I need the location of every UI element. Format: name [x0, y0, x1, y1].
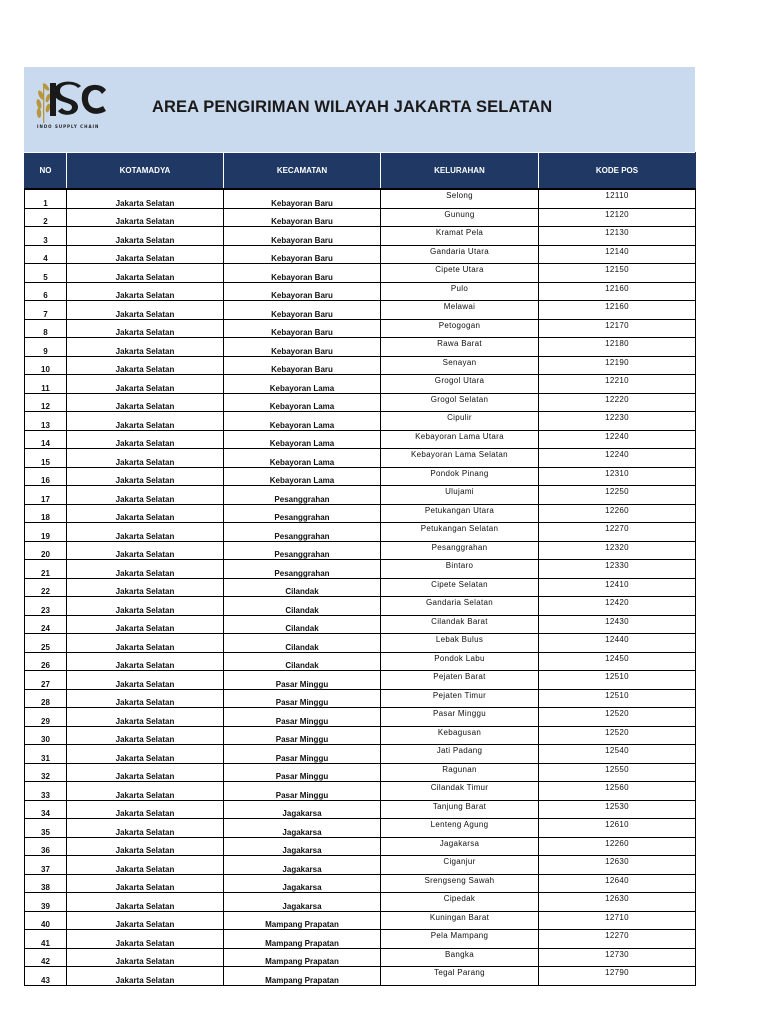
- kode-pos-cell: 12180: [539, 338, 696, 357]
- table-row: [25, 782, 696, 801]
- row-number: 16: [25, 467, 67, 486]
- page-title: AREA PENGIRIMAN WILAYAH JAKARTA SELATAN: [152, 98, 553, 116]
- kecamatan-cell: Kebayoran Lama: [224, 393, 381, 412]
- kecamatan-cell: Kebayoran Baru: [224, 301, 381, 320]
- kotamadya-cell: Jakarta Selatan: [67, 782, 224, 801]
- kotamadya-cell: Jakarta Selatan: [67, 504, 224, 523]
- kecamatan-cell: Pasar Minggu: [224, 671, 381, 690]
- kode-pos-cell: 12240: [539, 449, 696, 468]
- kelurahan-cell: Tanjung Barat: [381, 800, 539, 819]
- row-number: 42: [25, 948, 67, 967]
- kecamatan-cell: Pasar Minggu: [224, 782, 381, 801]
- table-row: [25, 560, 696, 579]
- table-row: [25, 800, 696, 819]
- kode-pos-cell: 12410: [539, 578, 696, 597]
- row-number: 32: [25, 763, 67, 782]
- kode-pos-cell: 12320: [539, 541, 696, 560]
- kecamatan-cell: Pesanggrahan: [224, 560, 381, 579]
- kecamatan-cell: Jagakarsa: [224, 856, 381, 875]
- kotamadya-cell: Jakarta Selatan: [67, 948, 224, 967]
- kelurahan-cell: Selong: [381, 189, 539, 208]
- document-sheet: [24, 67, 695, 986]
- kecamatan-cell: Pasar Minggu: [224, 708, 381, 727]
- kecamatan-cell: Mampang Prapatan: [224, 967, 381, 986]
- row-number: 31: [25, 745, 67, 764]
- kode-pos-cell: 12110: [539, 189, 696, 208]
- row-number: 1: [25, 189, 67, 208]
- table-row: [25, 412, 696, 431]
- row-number: 23: [25, 597, 67, 616]
- kecamatan-cell: Kebayoran Baru: [224, 319, 381, 338]
- row-number: 33: [25, 782, 67, 801]
- kelurahan-cell: Petogogan: [381, 319, 539, 338]
- delivery-area-table: [24, 152, 696, 986]
- row-number: 12: [25, 393, 67, 412]
- table-row: [25, 264, 696, 283]
- kotamadya-cell: Jakarta Selatan: [67, 338, 224, 357]
- kode-pos-cell: 12640: [539, 874, 696, 893]
- row-number: 41: [25, 930, 67, 949]
- kecamatan-cell: Mampang Prapatan: [224, 911, 381, 930]
- kelurahan-cell: Cilandak Timur: [381, 782, 539, 801]
- kelurahan-cell: Jagakarsa: [381, 837, 539, 856]
- kelurahan-cell: Rawa Barat: [381, 338, 539, 357]
- column-header-kecamatan: KECAMATAN: [224, 153, 381, 190]
- kotamadya-cell: Jakarta Selatan: [67, 652, 224, 671]
- kotamadya-cell: Jakarta Selatan: [67, 874, 224, 893]
- kotamadya-cell: Jakarta Selatan: [67, 763, 224, 782]
- kecamatan-cell: Jagakarsa: [224, 893, 381, 912]
- kecamatan-cell: Kebayoran Baru: [224, 282, 381, 301]
- kode-pos-cell: 12630: [539, 856, 696, 875]
- table-row: [25, 227, 696, 246]
- kelurahan-cell: Pela Mampang: [381, 930, 539, 949]
- table-row: [25, 948, 696, 967]
- kotamadya-cell: Jakarta Selatan: [67, 726, 224, 745]
- table-row: [25, 338, 696, 357]
- kelurahan-cell: Kebayoran Lama Selatan: [381, 449, 539, 468]
- kode-pos-cell: 12270: [539, 930, 696, 949]
- table-row: [25, 911, 696, 930]
- kelurahan-cell: Kebagusan: [381, 726, 539, 745]
- kotamadya-cell: Jakarta Selatan: [67, 523, 224, 542]
- table-row: [25, 523, 696, 542]
- kecamatan-cell: Cilandak: [224, 597, 381, 616]
- logo-subtitle: INDO SUPPLY CHAIN: [37, 124, 100, 129]
- row-number: 37: [25, 856, 67, 875]
- table-row: [25, 689, 696, 708]
- table-row: [25, 245, 696, 264]
- row-number: 28: [25, 689, 67, 708]
- kotamadya-cell: Jakarta Selatan: [67, 282, 224, 301]
- kecamatan-cell: Kebayoran Lama: [224, 467, 381, 486]
- kotamadya-cell: Jakarta Selatan: [67, 930, 224, 949]
- row-number: 10: [25, 356, 67, 375]
- kode-pos-cell: 12520: [539, 708, 696, 727]
- kelurahan-cell: Bintaro: [381, 560, 539, 579]
- row-number: 2: [25, 208, 67, 227]
- kode-pos-cell: 12160: [539, 301, 696, 320]
- kelurahan-cell: Gandaria Selatan: [381, 597, 539, 616]
- table-row: [25, 708, 696, 727]
- table-row: [25, 282, 696, 301]
- table-row: [25, 356, 696, 375]
- kelurahan-cell: Tegal Parang: [381, 967, 539, 986]
- kecamatan-cell: Cilandak: [224, 615, 381, 634]
- kode-pos-cell: 12420: [539, 597, 696, 616]
- kecamatan-cell: Kebayoran Baru: [224, 338, 381, 357]
- table-row: [25, 467, 696, 486]
- table-row: [25, 634, 696, 653]
- kecamatan-cell: Kebayoran Lama: [224, 375, 381, 394]
- kelurahan-cell: Ulujami: [381, 486, 539, 505]
- kecamatan-cell: Pasar Minggu: [224, 726, 381, 745]
- table-row: [25, 874, 696, 893]
- table-row: [25, 819, 696, 838]
- kecamatan-cell: Pesanggrahan: [224, 504, 381, 523]
- kode-pos-cell: 12260: [539, 504, 696, 523]
- kotamadya-cell: Jakarta Selatan: [67, 301, 224, 320]
- kelurahan-cell: Pondok Pinang: [381, 467, 539, 486]
- kode-pos-cell: 12610: [539, 819, 696, 838]
- kode-pos-cell: 12520: [539, 726, 696, 745]
- table-row: [25, 745, 696, 764]
- kecamatan-cell: Kebayoran Lama: [224, 430, 381, 449]
- kotamadya-cell: Jakarta Selatan: [67, 208, 224, 227]
- row-number: 38: [25, 874, 67, 893]
- kelurahan-cell: Gandaria Utara: [381, 245, 539, 264]
- kotamadya-cell: Jakarta Selatan: [67, 800, 224, 819]
- kelurahan-cell: Pejaten Timur: [381, 689, 539, 708]
- kotamadya-cell: Jakarta Selatan: [67, 615, 224, 634]
- table-row: [25, 893, 696, 912]
- table-row: [25, 393, 696, 412]
- kode-pos-cell: 12150: [539, 264, 696, 283]
- kelurahan-cell: Pesanggrahan: [381, 541, 539, 560]
- kecamatan-cell: Kebayoran Baru: [224, 264, 381, 283]
- kode-pos-cell: 12120: [539, 208, 696, 227]
- kotamadya-cell: Jakarta Selatan: [67, 319, 224, 338]
- row-number: 19: [25, 523, 67, 542]
- row-number: 13: [25, 412, 67, 431]
- kelurahan-cell: Lebak Bulus: [381, 634, 539, 653]
- kode-pos-cell: 12130: [539, 227, 696, 246]
- row-number: 36: [25, 837, 67, 856]
- row-number: 24: [25, 615, 67, 634]
- header-band: [24, 67, 695, 152]
- kode-pos-cell: 12450: [539, 652, 696, 671]
- kode-pos-cell: 12210: [539, 375, 696, 394]
- kelurahan-cell: Petukangan Selatan: [381, 523, 539, 542]
- kode-pos-cell: 12220: [539, 393, 696, 412]
- kotamadya-cell: Jakarta Selatan: [67, 597, 224, 616]
- table-row: [25, 930, 696, 949]
- kode-pos-cell: 12190: [539, 356, 696, 375]
- kode-pos-cell: 12310: [539, 467, 696, 486]
- row-number: 11: [25, 375, 67, 394]
- column-header-kotamadya: KOTAMADYA: [67, 153, 224, 190]
- kode-pos-cell: 12630: [539, 893, 696, 912]
- kotamadya-cell: Jakarta Selatan: [67, 560, 224, 579]
- kode-pos-cell: 12510: [539, 671, 696, 690]
- kotamadya-cell: Jakarta Selatan: [67, 578, 224, 597]
- table-row: [25, 208, 696, 227]
- table-row: [25, 578, 696, 597]
- kecamatan-cell: Pesanggrahan: [224, 541, 381, 560]
- table-row: [25, 856, 696, 875]
- kelurahan-cell: Gunung: [381, 208, 539, 227]
- row-number: 15: [25, 449, 67, 468]
- row-number: 40: [25, 911, 67, 930]
- kecamatan-cell: Jagakarsa: [224, 874, 381, 893]
- kode-pos-cell: 12170: [539, 319, 696, 338]
- kotamadya-cell: Jakarta Selatan: [67, 264, 224, 283]
- kotamadya-cell: Jakarta Selatan: [67, 227, 224, 246]
- table-row: [25, 837, 696, 856]
- kelurahan-cell: Srengseng Sawah: [381, 874, 539, 893]
- kode-pos-cell: 12430: [539, 615, 696, 634]
- row-number: 14: [25, 430, 67, 449]
- table-row: [25, 967, 696, 986]
- kecamatan-cell: Jagakarsa: [224, 819, 381, 838]
- kotamadya-cell: Jakarta Selatan: [67, 430, 224, 449]
- kotamadya-cell: Jakarta Selatan: [67, 467, 224, 486]
- table-row: [25, 430, 696, 449]
- kode-pos-cell: 12550: [539, 763, 696, 782]
- kecamatan-cell: Kebayoran Baru: [224, 245, 381, 264]
- kotamadya-cell: Jakarta Selatan: [67, 856, 224, 875]
- kelurahan-cell: Cipete Selatan: [381, 578, 539, 597]
- row-number: 21: [25, 560, 67, 579]
- kecamatan-cell: Mampang Prapatan: [224, 930, 381, 949]
- kelurahan-cell: Jati Padang: [381, 745, 539, 764]
- kode-pos-cell: 12560: [539, 782, 696, 801]
- kotamadya-cell: Jakarta Selatan: [67, 449, 224, 468]
- kelurahan-cell: Cipedak: [381, 893, 539, 912]
- kode-pos-cell: 12140: [539, 245, 696, 264]
- kecamatan-cell: Pasar Minggu: [224, 763, 381, 782]
- kotamadya-cell: Jakarta Selatan: [67, 893, 224, 912]
- table-row: [25, 301, 696, 320]
- row-number: 25: [25, 634, 67, 653]
- row-number: 26: [25, 652, 67, 671]
- kecamatan-cell: Kebayoran Baru: [224, 227, 381, 246]
- kelurahan-cell: Ciganjur: [381, 856, 539, 875]
- kotamadya-cell: Jakarta Selatan: [67, 634, 224, 653]
- kode-pos-cell: 12440: [539, 634, 696, 653]
- row-number: 43: [25, 967, 67, 986]
- kotamadya-cell: Jakarta Selatan: [67, 837, 224, 856]
- table-body: [25, 189, 696, 985]
- kecamatan-cell: Kebayoran Baru: [224, 189, 381, 208]
- kode-pos-cell: 12270: [539, 523, 696, 542]
- kelurahan-cell: Kramat Pela: [381, 227, 539, 246]
- row-number: 4: [25, 245, 67, 264]
- kelurahan-cell: Senayan: [381, 356, 539, 375]
- column-header-kelurahan: KELURAHAN: [381, 153, 539, 190]
- kotamadya-cell: Jakarta Selatan: [67, 375, 224, 394]
- table-row: [25, 319, 696, 338]
- kotamadya-cell: Jakarta Selatan: [67, 393, 224, 412]
- row-number: 17: [25, 486, 67, 505]
- table-row: [25, 504, 696, 523]
- table-row: [25, 189, 696, 208]
- kotamadya-cell: Jakarta Selatan: [67, 486, 224, 505]
- row-number: 34: [25, 800, 67, 819]
- kecamatan-cell: Kebayoran Lama: [224, 412, 381, 431]
- kelurahan-cell: Cilandak Barat: [381, 615, 539, 634]
- kotamadya-cell: Jakarta Selatan: [67, 911, 224, 930]
- kelurahan-cell: Kuningan Barat: [381, 911, 539, 930]
- row-number: 9: [25, 338, 67, 357]
- table-row: [25, 726, 696, 745]
- kecamatan-cell: Pesanggrahan: [224, 523, 381, 542]
- kotamadya-cell: Jakarta Selatan: [67, 412, 224, 431]
- kode-pos-cell: 12260: [539, 837, 696, 856]
- table-row: [25, 541, 696, 560]
- row-number: 8: [25, 319, 67, 338]
- kecamatan-cell: Kebayoran Baru: [224, 356, 381, 375]
- kode-pos-cell: 12710: [539, 911, 696, 930]
- kotamadya-cell: Jakarta Selatan: [67, 708, 224, 727]
- row-number: 7: [25, 301, 67, 320]
- kelurahan-cell: Petukangan Utara: [381, 504, 539, 523]
- kelurahan-cell: Pasar Minggu: [381, 708, 539, 727]
- row-number: 39: [25, 893, 67, 912]
- table-header-row: [25, 153, 696, 190]
- row-number: 22: [25, 578, 67, 597]
- column-header-no: NO: [25, 153, 67, 190]
- kelurahan-cell: Pulo: [381, 282, 539, 301]
- kotamadya-cell: Jakarta Selatan: [67, 541, 224, 560]
- row-number: 29: [25, 708, 67, 727]
- kode-pos-cell: 12730: [539, 948, 696, 967]
- kecamatan-cell: Jagakarsa: [224, 837, 381, 856]
- kotamadya-cell: Jakarta Selatan: [67, 689, 224, 708]
- kotamadya-cell: Jakarta Selatan: [67, 671, 224, 690]
- row-number: 3: [25, 227, 67, 246]
- table-row: [25, 615, 696, 634]
- kotamadya-cell: Jakarta Selatan: [67, 356, 224, 375]
- kecamatan-cell: Pesanggrahan: [224, 486, 381, 505]
- table-row: [25, 597, 696, 616]
- table-row: [25, 652, 696, 671]
- row-number: 18: [25, 504, 67, 523]
- kelurahan-cell: Cipete Utara: [381, 264, 539, 283]
- kecamatan-cell: Cilandak: [224, 634, 381, 653]
- kelurahan-cell: Cipulir: [381, 412, 539, 431]
- kode-pos-cell: 12510: [539, 689, 696, 708]
- table-row: [25, 671, 696, 690]
- kode-pos-cell: 12540: [539, 745, 696, 764]
- kode-pos-cell: 12240: [539, 430, 696, 449]
- kelurahan-cell: Grogol Selatan: [381, 393, 539, 412]
- row-number: 27: [25, 671, 67, 690]
- kecamatan-cell: Kebayoran Lama: [224, 449, 381, 468]
- kode-pos-cell: 12330: [539, 560, 696, 579]
- table-row: [25, 375, 696, 394]
- kelurahan-cell: Melawai: [381, 301, 539, 320]
- kode-pos-cell: 12530: [539, 800, 696, 819]
- kode-pos-cell: 12160: [539, 282, 696, 301]
- kode-pos-cell: 12250: [539, 486, 696, 505]
- kecamatan-cell: Mampang Prapatan: [224, 948, 381, 967]
- kelurahan-cell: Lenteng Agung: [381, 819, 539, 838]
- kelurahan-cell: Ragunan: [381, 763, 539, 782]
- kode-pos-cell: 12230: [539, 412, 696, 431]
- kelurahan-cell: Kebayoran Lama Utara: [381, 430, 539, 449]
- kelurahan-cell: Grogol Utara: [381, 375, 539, 394]
- row-number: 20: [25, 541, 67, 560]
- row-number: 30: [25, 726, 67, 745]
- kecamatan-cell: Cilandak: [224, 578, 381, 597]
- kecamatan-cell: Kebayoran Baru: [224, 208, 381, 227]
- row-number: 5: [25, 264, 67, 283]
- kecamatan-cell: Pasar Minggu: [224, 689, 381, 708]
- kotamadya-cell: Jakarta Selatan: [67, 245, 224, 264]
- table-row: [25, 449, 696, 468]
- kelurahan-cell: Pondok Labu: [381, 652, 539, 671]
- kotamadya-cell: Jakarta Selatan: [67, 189, 224, 208]
- row-number: 35: [25, 819, 67, 838]
- kecamatan-cell: Jagakarsa: [224, 800, 381, 819]
- kotamadya-cell: Jakarta Selatan: [67, 967, 224, 986]
- table-row: [25, 763, 696, 782]
- kecamatan-cell: Cilandak: [224, 652, 381, 671]
- kelurahan-cell: Pejaten Barat: [381, 671, 539, 690]
- kode-pos-cell: 12790: [539, 967, 696, 986]
- kotamadya-cell: Jakarta Selatan: [67, 819, 224, 838]
- column-header-kode-pos: KODE POS: [539, 153, 696, 190]
- kotamadya-cell: Jakarta Selatan: [67, 745, 224, 764]
- kecamatan-cell: Pasar Minggu: [224, 745, 381, 764]
- row-number: 6: [25, 282, 67, 301]
- kelurahan-cell: Bangka: [381, 948, 539, 967]
- table-row: [25, 486, 696, 505]
